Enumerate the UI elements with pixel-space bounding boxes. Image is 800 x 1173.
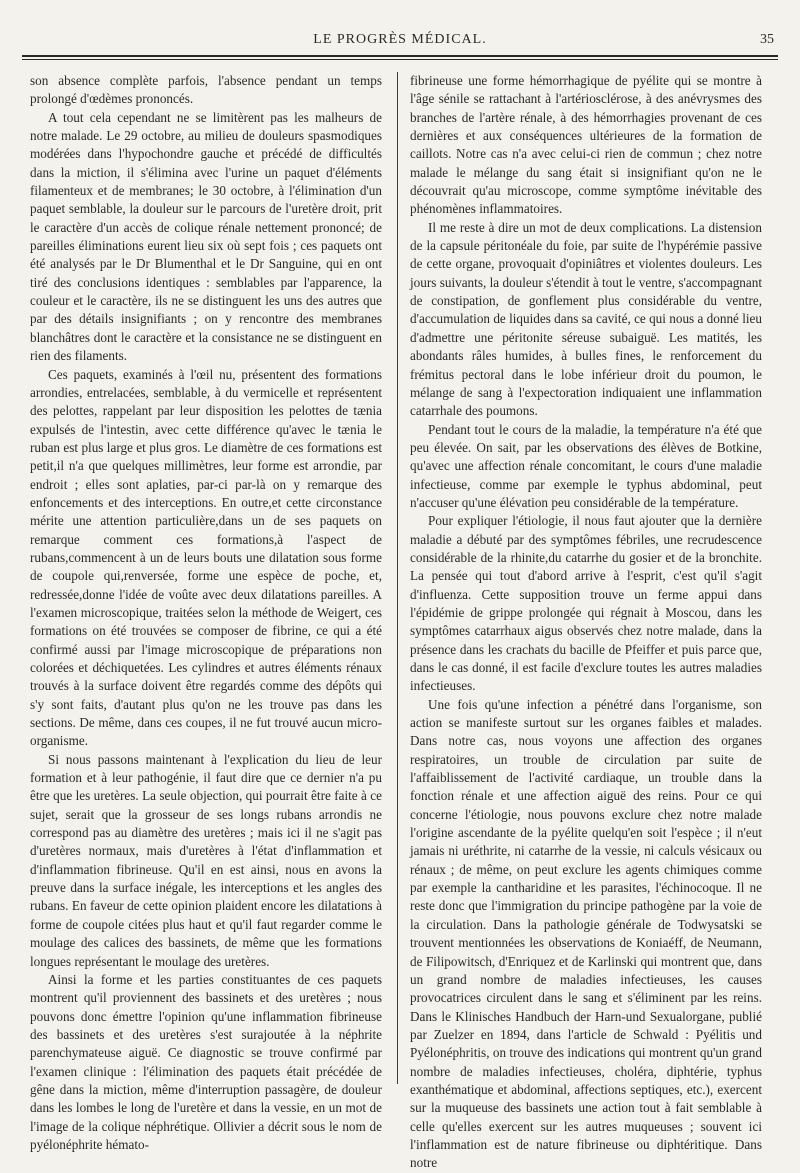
paragraph: Une fois qu'une infection a pénétré dans l'organisme, son action se manifeste surtout sur les organes faibles et malades. Dans notre cas, nous voyons une affection des organes respiratoires, un trouble de circulation par suite de l'affaiblissement de l'activité cardiaque, un trouble dans la fonction rénale et une affection aiguë des reins. Pour ce qui concerne l'étiologie, nous pouvons exclure chez notre malade l'origine ascendante de la pyélite quelqu'en soit l'espèce ; il n'eut jamais ni uréthrite, ni catarrhe de la vessie, ni calculs vésicaux ou rénaux ; de même, on peut exclure les agents chimiques comme par exemple la cantharidine et les parasites, l'échinocoque. Il ne reste donc que l'immigration du principe pathogène par la voie de la circulation. Dans la pathologie générale de Todwysatski se trouvent mentionnées les observations de Koniaéff, de Neumann, de Filipowitsch, d'Enriquez et de Karlinski qui montrent que, dans un grand nombre de maladies infectieuses, les causes provocatrices circulent dans le sang et s'éliminent par les reins. Dans le Klinisches Handbuch der Harn-und Sexualorgane, publié par Zuelzer en 1894, dans l'article de Schwald : Pyélitis und Pyélonéphritis, on trouve des indications qui montrent qu'un grand nombre de maladies infectieuses, choléra, diphtérie, typhus exanthématique et abdominal, affections septiques, etc.), exercent sur la muqueuse des bassinets une action tout à fait semblable à celle qu'elles exercent sur les autres muqueuses ; souvent ici l'inflammation est de nature fibrineuse ou diphtéritique. Dans notre xyxy=(410,696,762,1171)
paragraph: Si nous passons maintenant à l'explication du lieu de leur formation et à leur pathogénie, il faut dire que ce dernier n'a pu être que les uretères. La seule objection, qui pourrait être faite à ce sujet, serait que la grosseur de ses longs rubans arrondis ne correspond pas au diamètre des uretères ; mais ici il ne s'agit pas d'uretères normaux, mais d'uretères à l'état d'inflammation et d'inflammation fibrineuse. Qu'il en est ainsi, nous en avons la preuve dans la surface inégale, les interceptions et les angles des rubans. En faveur de cette opinion plaident encore les dilatations à forme de coupole citées plus haut et qu'il faut regarder comme le moulage des calices des bassinets, de même que les formations longues représentant le moulage des uretères. xyxy=(30,751,382,969)
header-rule-thin xyxy=(22,59,778,60)
column-divider xyxy=(397,72,398,1084)
paragraph: Ces paquets, examinés à l'œil nu, présentent des formations arrondies, entrelacées, semblable, à du vermicelle et représentent des pelottes, rappelant par leur disposition les pelottes de tænia expulsés de l'intestin, avec cette différence qu'avec le tænia le ruban est plus large et plus gros. Le diamètre de ces formations est petit,il n'a que quelques millimètres, leur forme est arrondie, par endroit ; elles sont aplaties, par-ci par-là on y remarque des enfoncements et des interceptions. En outre,et cette circonstance mérite une attention particulière,dans un de ses paquets on remarque comment ces formations,à l'aspect de rubans,commencent à un de leurs bouts une dilatation sous forme de coupole qui,renversée, forme une espèce de poche, et, redressée,donne l'idée de voûte avec deux dilatations pareilles. A l'examen microscopique, traitées selon la méthode de Weigert, ces formations on été trouvées se composer de fibrine, ce qui a été confirmé aussi par l'image microscopique de préparations non colorées et déchiquetées. Les cylindres et autres éléments rénaux trouvés à la surface doivent être regardés comme des dépôts qui s'y sont faits, d'autant plus qu'on ne les trouve pas dans les sections. De même, dans ces coupes, il ne fut trouvé aucun micro-organisme. xyxy=(30,366,382,749)
paragraph: fibrineuse une forme hémorrhagique de pyélite qui se montre à l'âge sénile se rattachant à l'artériosclérose, à des anévrysmes des branches de l'artère rénale, à des hémorrhagies provenant de ces dernières et aux conséquences ultérieures de la formation de caillots. Notre cas n'a avec celui-ci rien de commun ; chez notre malade le mélange du sang était si insignifiant qu'on ne le découvrait qu'au microscope, comme symptôme inévitable des phénomènes inflammatoires. xyxy=(410,73,762,217)
left-column xyxy=(30,72,382,1152)
paragraph: A tout cela cependant ne se limitèrent pas les malheurs de notre malade. Le 29 octobre, au milieu de douleurs spasmodiques modérées dans l'hypochondre gauche et précédé de difficultés dans la miction, il s'élimina avec l'urine un paquet d'éléments filamenteux et de membranes; le 30 octobre, à l'élimination d'un paquet semblable, la douleur sur le parcours de l'uretère droit, prit le caractère d'un accès de colique rénale nettement prononcé; de pareilles éliminations eurent lieu six où sept fois ; ces paquets ont été analysés par le Dr Blumenthal et le Dr Sanguine, qui en ont tiré des conclusions identiques : semblables par l'apparence, la couleur et le caractère, ils ne se distinguent les uns des autres que par des détails insignifiants ; on y rencontre des membranes blanchâtres dont le caractère et la consistance ne se distinguent en rien des filaments. xyxy=(30,109,382,364)
running-title: LE PROGRÈS MÉDICAL. xyxy=(313,32,487,47)
paragraph: Pour expliquer l'étiologie, il nous faut ajouter que la dernière maladie a débuté par des symptômes fébriles, une recrudescence considérable de la rhinite,du catarrhe du gosier et de la bronchite. La pensée qui tout d'abord arrive à l'esprit, c'est qu'il s'agit d'influenza. Cette supposition trouve un ferme appui dans l'épidémie de grippe prolongée qui régnait à Moscou, dans les symptômes catarrhaux aigus observés chez notre malade, dans la présence dans les crachats du bacille de Pfeiffer et puis parce que, dans le cas donné, il est facile d'exclure toutes les autres maladies infectieuses. xyxy=(410,513,762,694)
paragraph: son absence complète parfois, l'absence pendant un temps prolongé d'œdèmes prononcés. xyxy=(30,73,382,107)
header-rule-thick xyxy=(22,55,778,57)
page-header xyxy=(22,30,778,52)
paragraph: Il me reste à dire un mot de deux complications. La distension de la capsule péritonéale du foie, par suite de l'hypérémie passive de cette organe, provoquait d'opiniâtres et violentes douleurs. Les jours suivants, la douleur s'étendit à tout le ventre, s'accompagnant de constipation, de gonflement plus considérable du ventre, d'accumulation de liquides dans sa cavité, ce qui nous a donné lieu d'admettre une péritonite séreuse subaiguë. Les matités, les abondants râles humides, à bulles fines, le renforcement du frémitus pectoral dans le lobe inférieur droit du poumon, le mélange de sang à l'expectoration indiquaient une inflammation catarrhale des poumons. xyxy=(410,219,762,419)
paragraph: Pendant tout le cours de la maladie, la température n'a été que peu élevée. On sait, par les observations des élèves de Botkine, qu'avec une affection rénale concomitant, le cours d'une maladie infectieuse, comme par exemple le typhus abdominal, peut n'accuser qu'une élévation peu considérable de la température. xyxy=(410,421,762,510)
page-number: 35 xyxy=(760,32,774,47)
paragraph: Ainsi la forme et les parties constituantes de ces paquets montrent qu'il proviennent des bassinets et des uretères ; nous pouvons donc émettre l'opinion qu'une inflammation fibrineuse des bassinets et des uretères s'est surajoutée à la néphrite parenchymateuse aiguë. Ce diagnostic se trouve confirmé par l'examen clinique : l'élimination des paquets était précédée de gêne dans la miction, même d'interruption passagère, de douleur dans les lombes le long de l'uretère et dans la vessie, en un mot de l'image de la colique néphrétique. Ollivier a décrit sous le nom de pyélonéphrite hémato- xyxy=(30,971,382,1152)
right-column xyxy=(410,72,762,1171)
